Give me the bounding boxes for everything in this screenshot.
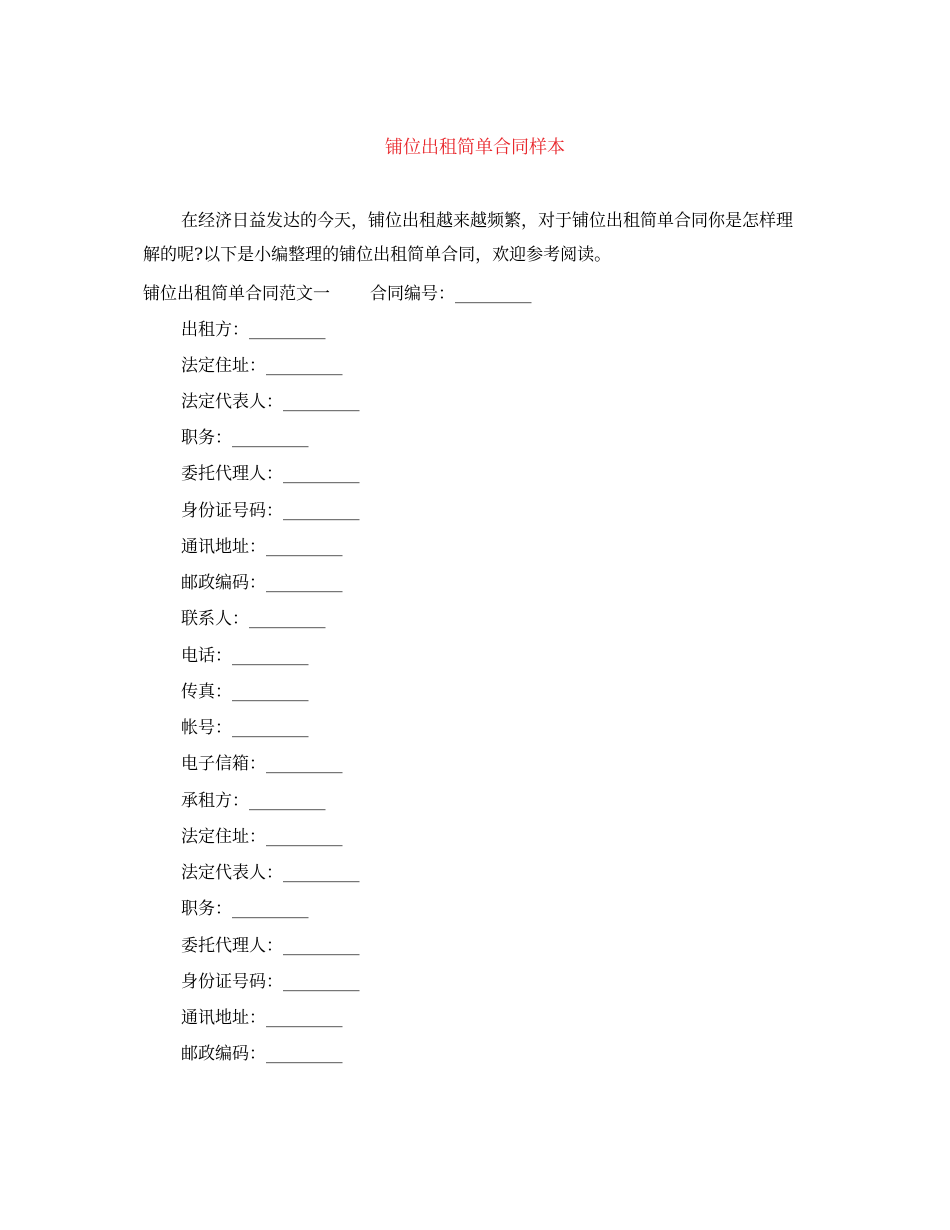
field-lessor-phone: 电话：_________ bbox=[181, 646, 309, 666]
field-lessor-agent: 委托代理人：_________ bbox=[181, 464, 360, 484]
field-lessee-mailing-address: 通讯地址：_________ bbox=[181, 1008, 343, 1028]
field-lessor-position: 职务：_________ bbox=[181, 428, 309, 448]
field-lessee-representative: 法定代表人：_________ bbox=[181, 863, 360, 883]
field-lessor-postcode: 邮政编码：_________ bbox=[181, 573, 343, 593]
field-lessor-id-number: 身份证号码：_________ bbox=[181, 501, 360, 521]
field-lessor-contact: 联系人：_________ bbox=[181, 609, 326, 629]
field-lessor: 出租方：_________ bbox=[181, 320, 326, 340]
sample-heading-line bbox=[143, 282, 532, 306]
field-lessee-address: 法定住址：_________ bbox=[181, 827, 343, 847]
field-lessee-position: 职务：_________ bbox=[181, 899, 309, 919]
intro-paragraph: 在经济日益发达的今天，铺位出租越来越频繁，对于铺位出租简单合同你是怎样理解的呢?以下是小编整理的铺位出租简单合同，欢迎参考阅读。 bbox=[143, 211, 793, 265]
field-lessor-representative: 法定代表人：_________ bbox=[181, 392, 360, 412]
field-lessee-agent: 委托代理人：_________ bbox=[181, 936, 360, 956]
field-lessor-account: 帐号：_________ bbox=[181, 718, 309, 738]
field-lessee-id-number: 身份证号码：_________ bbox=[181, 972, 360, 992]
sample-heading: 铺位出租简单合同范文一 bbox=[143, 284, 330, 304]
field-lessor-fax: 传真：_________ bbox=[181, 682, 309, 702]
field-lessor-mailing-address: 通讯地址：_________ bbox=[181, 537, 343, 557]
contract-number: 合同编号：_________ bbox=[370, 284, 532, 304]
field-lessee-postcode: 邮政编码：_________ bbox=[181, 1044, 343, 1064]
field-lessor-address: 法定住址：_________ bbox=[181, 356, 343, 376]
field-lessor-email: 电子信箱：_________ bbox=[181, 754, 343, 774]
document-title: 铺位出租简单合同样本 bbox=[385, 137, 565, 158]
field-lessee: 承租方：_________ bbox=[181, 791, 326, 811]
